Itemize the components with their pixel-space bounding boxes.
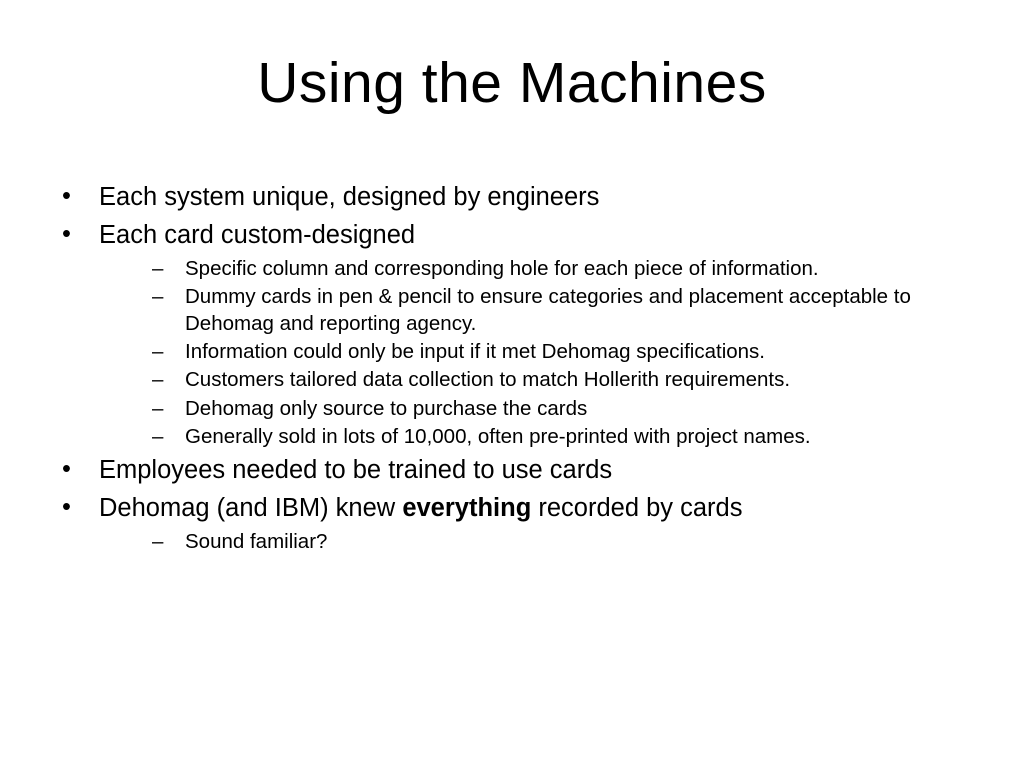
dash-marker: – [152,424,164,448]
list-item [142,395,982,422]
list-item-text: Each card custom-designed [99,221,416,250]
bullet-marker: • [62,492,71,521]
dash-marker: – [152,396,164,420]
dash-marker: – [152,368,164,392]
list-item-text: Customers tailored data collection to match Hollerith requirements. [185,368,791,392]
list-item-text [99,491,982,526]
slide-body [52,180,982,558]
list-item [142,423,982,450]
list-item-text: Employees needed to be trained to use cards [99,455,613,484]
list-item-text: Generally sold in lots of 10,000, often pre-printed with project names. [185,424,811,448]
page-title: Using the Machines [257,51,767,115]
list-item [142,255,982,282]
text-after-emphasis: recorded by cards [531,493,743,522]
list-item-text: Each system unique, designed by engineers [99,183,600,211]
bullet-marker: • [62,220,71,249]
dash-marker: – [152,285,164,309]
bullet-list [52,180,982,555]
list-item [52,453,982,488]
list-item [142,338,982,365]
bullet-marker: • [62,182,71,210]
list-item-text: Sound familiar? [185,529,328,553]
emphasized-text: everything [402,493,532,522]
list-item [52,180,982,215]
list-item [52,218,982,449]
list-item [142,283,982,337]
dash-marker: – [152,340,164,364]
dash-marker: – [152,529,164,553]
list-item [142,528,982,555]
list-item-text: Information could only be input if it met Dehomag specifications. [185,340,765,364]
dash-marker: – [152,257,164,281]
list-item-text: Dehomag only source to purchase the cards [185,396,588,420]
sub-bullet-list [99,255,982,449]
bullet-marker: • [62,454,71,483]
text-before-emphasis: Dehomag (and IBM) knew [99,493,403,522]
list-item [142,366,982,393]
list-item-text: Dummy cards in pen & pencil to ensure categories and placement acceptable to Dehomag and reporting agency. [185,285,911,336]
sub-bullet-list [99,528,982,555]
list-item [52,491,982,555]
list-item-text: Specific column and corresponding hole for each piece of information. [185,257,819,281]
